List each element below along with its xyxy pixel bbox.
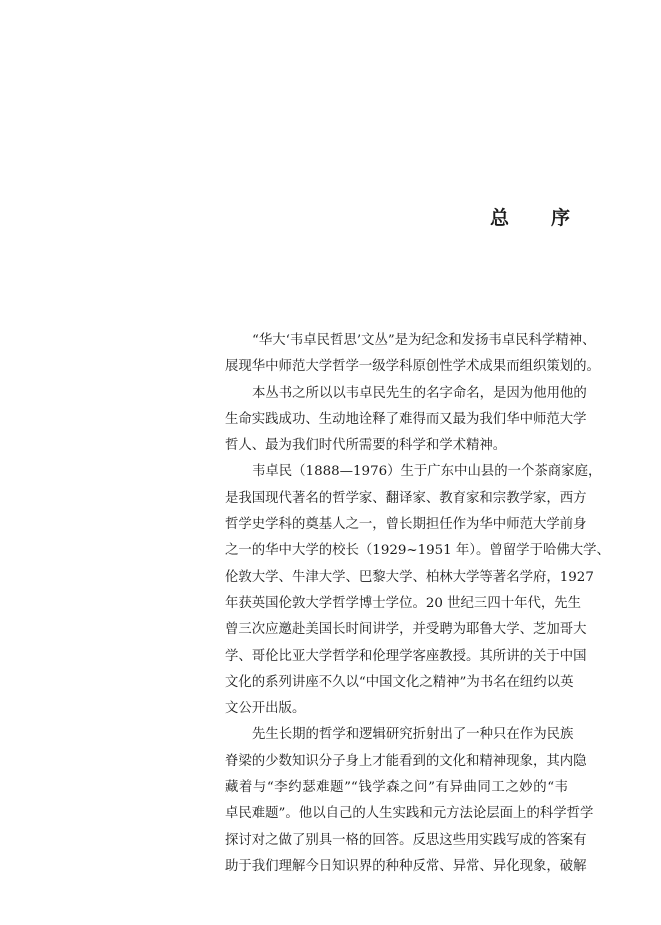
text-line: 探讨对之做了别具一格的回答。反思这些用实践写成的答案有 (225, 832, 587, 848)
text-line: 曾三次应邀赴美国长时间讲学，并受聘为耶鲁大学、芝加哥大 (225, 622, 587, 638)
text-line: 本丛书之所以以韦卓民先生的名字命名，是因为他用他的 (252, 385, 587, 401)
text-line: 伦敦大学、牛津大学、巴黎大学、柏林大学等著名学府，1927 (225, 569, 594, 585)
text-line: 学、哥伦比亚大学哲学和伦理学客座教授。其所讲的关于中国 (225, 648, 587, 664)
text-line: 助于我们理解今日知识界的种种反常、异常、异化现象，破解 (225, 858, 587, 874)
text-line: 韦卓民（1888—1976）生于广东中山县的一个茶商家庭， (252, 464, 602, 480)
text-line: 展现华中师范大学哲学一级学科原创性学术成果而组织策划的。 (225, 359, 600, 375)
text-line: 年获英国伦敦大学哲学博士学位。20 世纪三四十年代，先生 (225, 595, 582, 611)
text-line: “华大‘韦卓民哲思’文丛”是为纪念和发扬韦卓民科学精神、 (252, 333, 596, 348)
section-title (490, 203, 570, 233)
text-line: 是我国现代著名的哲学家、翻译家、教育家和宗教学家，西方 (225, 490, 587, 506)
title-char-1: 总 (490, 207, 510, 229)
title-char-2: 序 (550, 207, 570, 229)
text-line: 藏着与“李约瑟难题”“钱学森之问”有异曲同工之妙的“韦 (225, 780, 568, 796)
text-line: 文化的系列讲座不久以“中国文化之精神”为书名在纽约以英 (225, 674, 574, 690)
text-line: 文公开出版。 (225, 701, 306, 717)
body-text (225, 328, 610, 880)
text-line: 卓民难题”。他以自己的人生实践和元方法论层面上的科学哲学 (225, 806, 594, 822)
text-line: 之一的华中大学的校长（1929~1951 年）。曾留学于哈佛大学、 (225, 543, 610, 559)
text-line: 先生长期的哲学和逻辑研究折射出了一种只在作为民族 (252, 727, 574, 743)
text-line: 哲学史学科的奠基人之一，曾长期担任作为华中师范大学前身 (225, 517, 587, 533)
text-line: 哲人、最为我们时代所需要的科学和学术精神。 (225, 438, 507, 454)
text-line: 脊梁的少数知识分子身上才能看到的文化和精神现象，其内隐 (225, 753, 587, 769)
text-line: 生命实践成功、生动地诠释了难得而又最为我们华中师范大学 (225, 411, 587, 427)
